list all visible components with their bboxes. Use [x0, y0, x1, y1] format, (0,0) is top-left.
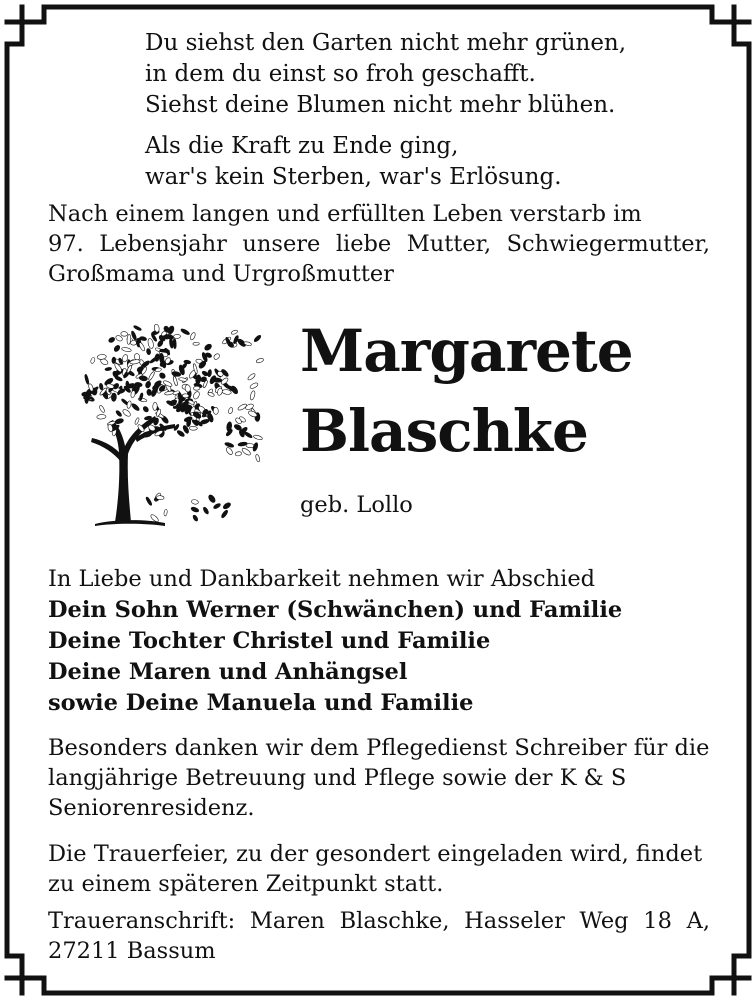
- mourner-line: Deine Tochter Christel und Familie: [48, 628, 491, 654]
- poem-line: Als die Kraft zu Ende ging,: [145, 133, 459, 159]
- address-line: 27211 Bassum: [48, 938, 216, 964]
- mourner-line: Dein Sohn Werner (Schwänchen) und Familie: [48, 597, 623, 623]
- deceased-first-name: Margarete: [300, 317, 633, 385]
- ceremony-line: Die Trauerfeier, zu der gesondert eingeladen wird, findet: [48, 841, 703, 867]
- thanks-line: langjährige Betreuung und Pflege sowie der K & S: [48, 765, 627, 791]
- farewell-intro: In Liebe und Dankbarkeit nehmen wir Abschied: [48, 566, 596, 592]
- poem-line: in dem du einst so froh geschafft.: [145, 61, 536, 87]
- intro-line: 97. Lebensjahr unsere liebe Mutter, Schwiegermutter,: [48, 231, 710, 257]
- mourner-line: sowie Deine Manuela und Familie: [48, 690, 474, 716]
- intro-line: Nach einem langen und erfüllten Leben verstarb im: [48, 201, 642, 227]
- poem-line: Du siehst den Garten nicht mehr grünen,: [145, 30, 627, 56]
- thanks-line: Seniorenresidenz.: [48, 795, 255, 821]
- mourner-line: Deine Maren und Anhängsel: [48, 659, 408, 685]
- poem-line: Siehst deine Blumen nicht mehr blühen.: [145, 92, 616, 118]
- poem-line: war's kein Sterben, war's Erlösung.: [145, 164, 562, 190]
- intro-line: Großmama und Urgroßmutter: [48, 261, 394, 287]
- birth-name: geb. Lollo: [300, 492, 413, 518]
- thanks-line: Besonders danken wir dem Pflegedienst Schreiber für die: [48, 735, 710, 761]
- windblown-tree-icon: [75, 312, 265, 527]
- deceased-last-name: Blaschke: [300, 397, 588, 465]
- ceremony-line: zu einem späteren Zeitpunkt statt.: [48, 871, 444, 897]
- address-line: Traueranschrift: Maren Blaschke, Hasseler Weg 18 A,: [48, 908, 710, 934]
